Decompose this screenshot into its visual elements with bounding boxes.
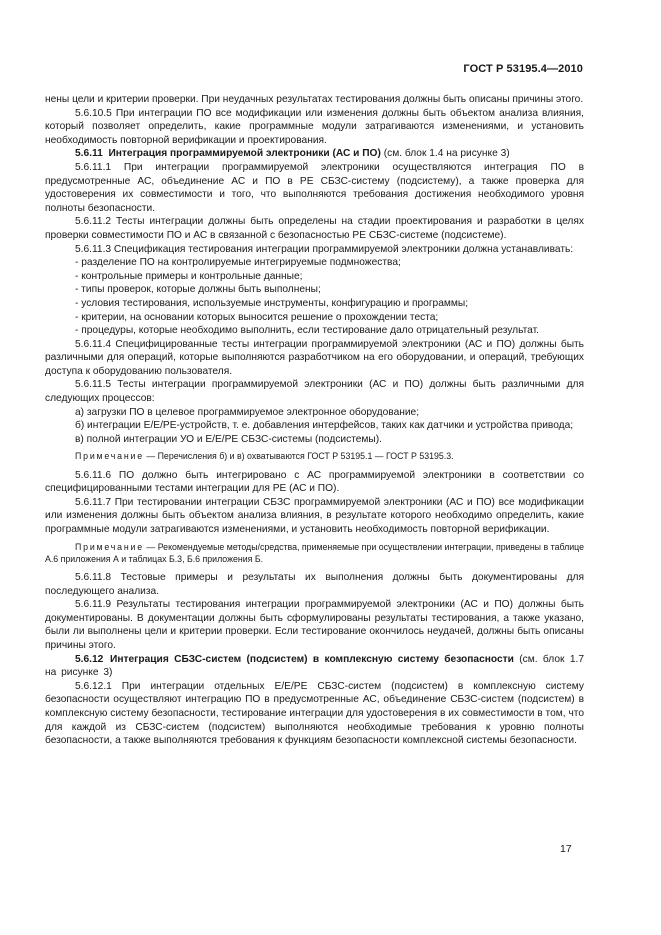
- list-item: - контрольные примеры и контрольные данные;: [75, 270, 303, 282]
- section-heading-5-6-11: [45, 147, 584, 161]
- clause-5-6-11-9: 5.6.11.9 Результаты тестирования интеграции программируемой электроники (АС и ПО) должны быть документированы. В документации должны быть сформулированы результаты тестирования, а также указано, были ли выполнены цели и критерии проверки. Если тестирование окончилось неудачей, должны быть описаны причины этого.: [45, 599, 584, 651]
- clause-5-6-11-3: 5.6.11.3 Спецификация тестирования интеграции программируемой электроники должна устанавливать:: [75, 243, 574, 255]
- section-title: Интеграция программируемой электроники (АС и ПО): [108, 148, 381, 160]
- list-item: - разделение ПО на контролируемые интегрируемые подмножества;: [75, 257, 401, 269]
- clause-5-6-10-5: 5.6.10.5 При интеграции ПО все модификации или изменения должны быть объектом анализа влияния, который позволяет определить, какие программные модули затрагиваются изменениями, и установить необходимость повторной верификации и проектирования.: [45, 107, 584, 146]
- section-number: 5.6.12: [75, 653, 104, 665]
- enum-item: в) полной интеграции УО и Е/Е/РЕ СБЗС-системы (подсистемы).: [75, 433, 382, 445]
- clause-5-6-11-2: 5.6.11.2 Тесты интеграции должны быть определены на стадии проектирования и разработки в целях проверки совместимости ПО и АС в связанной с безопасностью РЕ СБЗС-системе (подсистеме).: [45, 216, 584, 241]
- paragraph-continuation: нены цели и критерии проверки. При неудачных результатах тестирования должны быть описаны причины этого.: [45, 94, 584, 105]
- clause-5-6-11-6: 5.6.11.6 ПО должно быть интегрировано с АС программируемой электроники в соответствии со специфицированными тестами интеграции для РЕ (АС и ПО).: [45, 469, 584, 495]
- section-ref: (см. блок 1.7 на рисунке 3): [45, 653, 584, 679]
- clause-5-6-11-5: 5.6.11.5 Тесты интеграции программируемой электроники (АС и ПО) должны быть различными для следующих процессов:: [45, 379, 584, 405]
- note-1: [45, 450, 584, 462]
- clause-5-6-11-1: 5.6.11.1 При интеграции программируемой электроники осуществляются интеграция ПО в предусмотренные АС, объединение АС и ПО в РЕ СБЗС-систему (подсистему), а также проверка для удостоверения их совместимости и того, что выполняются требования достижения необходимого уровня полноты безопасности.: [45, 161, 584, 214]
- clause-5-6-11-8: 5.6.11.8 Тестовые примеры и результаты их выполнения должны быть документированы для последующего анализа.: [45, 572, 584, 597]
- note-text: — Рекомендуемые методы/средства, применяемые при осуществлении интеграции, приведены в таблице А.6 приложения А и таблицах Б.3, Б.6 приложения Б.: [45, 541, 584, 564]
- section-heading-5-6-12: [45, 653, 584, 680]
- list-item: - процедуры, которые необходимо выполнить, если тестирование дало отрицательный результат.: [75, 325, 539, 337]
- list-item: - критерии, на основании которых выносится решение о прохождении теста;: [75, 311, 439, 323]
- clause-5-6-11-4: 5.6.11.4 Специфицированные тесты интеграции программируемой электроники (АС и ПО) должны быть различными для операций, которые выполняются разработчиком на его оборудовании, и операций, требующих доступа к оборудованию пользователя.: [45, 338, 584, 377]
- page-body: [45, 93, 584, 748]
- list-item: - типы проверок, которые должны быть выполнены;: [75, 284, 321, 296]
- note-label: Примечание: [75, 451, 144, 462]
- standard-number: ГОСТ Р 53195.4—2010: [463, 63, 583, 75]
- enum-item: б) интеграции Е/Е/РЕ-устройств, т. е. добавления интерфейсов, таких как датчики и устройства привода;: [75, 420, 574, 432]
- note-text: — Перечисления б) и в) охватываются ГОСТ Р 53195.1 — ГОСТ Р 53195.3.: [143, 451, 454, 462]
- list-item: - условия тестирования, используемые инструменты, конфигурацию и программы;: [75, 297, 469, 309]
- note-2: [45, 541, 584, 565]
- note-label: Примечание: [75, 541, 144, 552]
- section-number: 5.6.11: [75, 148, 103, 160]
- page-number: 17: [560, 843, 572, 855]
- enum-item: а) загрузки ПО в целевое программируемое электронное оборудование;: [75, 406, 420, 418]
- section-ref: (см. блок 1.4 на рисунке 3): [380, 148, 510, 160]
- page-header: [0, 63, 661, 79]
- section-title: Интеграция СБЗС-систем (подсистем) в комплексную систему безопасности: [110, 653, 514, 665]
- clause-5-6-12-1: 5.6.12.1 При интеграции отдельных Е/Е/РЕ СБЗС-систем (подсистем) в комплексную систему безопасности осуществляют интеграцию ПО в предусмотренные АС, объединение СБЗС-систем (подсистем) в комплексную систему безопасности, тестирование интеграции для удостоверения в их совместимости в том, что для каждой из СБЗС-систем (подсистем) выполняются необходимые требования к уровню полноты безопасности, а также выполняются требования к функциям безопасности комплексной системы безопасности.: [45, 680, 584, 747]
- clause-5-6-11-7: 5.6.11.7 При тестировании интеграции СБЗС программируемой электроники (АС и ПО) все модификации или изменения должны быть объектом анализа влияния, в результате которого необходимо определить, какие программные модули затрагиваются изменениями, и установить необходимость повторной верификации.: [45, 496, 584, 536]
